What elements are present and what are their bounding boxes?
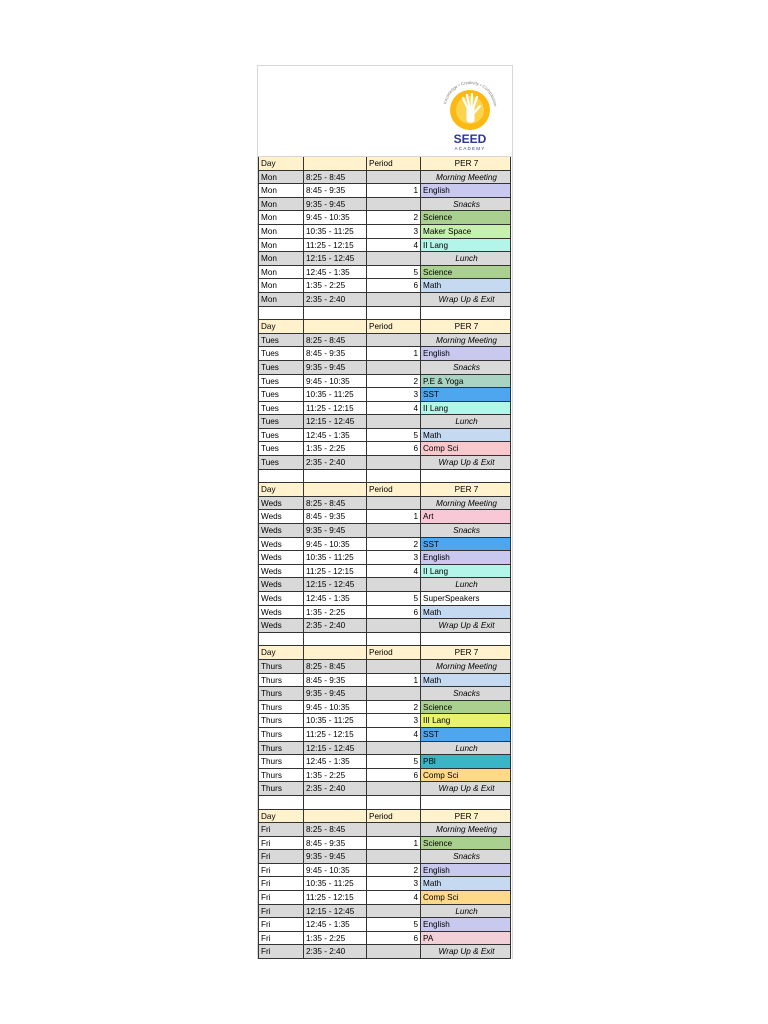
timetable-sheet [257,65,513,959]
table-row [258,524,512,538]
cell-time: 9:35 - 9:45 [304,850,367,864]
cell-subject: Morning Meeting [421,497,511,511]
header-day: Day [258,157,304,171]
table-row [258,660,512,674]
cell-subject: Wrap Up & Exit [421,782,511,796]
logo-subname: ACADEMY [454,146,486,151]
cell-day: Tues [258,388,304,402]
cell-period: 4 [367,891,421,905]
cell-time: 9:45 - 10:35 [304,538,367,552]
cell-subject: SST [421,728,511,742]
section-rows [258,171,512,307]
day-section-mon [258,157,512,307]
cell-subject: Lunch [421,742,511,756]
cell-period: 4 [367,239,421,253]
cell-subject: Math [421,674,511,688]
cell-period: 1 [367,347,421,361]
cell-period [367,782,421,796]
table-row [258,565,512,579]
cell-period: 4 [367,565,421,579]
cell-day: Weds [258,592,304,606]
header-row [258,810,512,824]
cell-day: Fri [258,891,304,905]
cell-period [367,334,421,348]
table-row [258,171,512,185]
cell-period [367,742,421,756]
cell-time: 10:35 - 11:25 [304,225,367,239]
cell-time: 12:45 - 1:35 [304,755,367,769]
table-row [258,782,512,796]
logo-arc-text: Knowledge • Creativity • Compassion [442,79,498,107]
cell-subject: Science [421,701,511,715]
cell-subject: II Lang [421,239,511,253]
cell-time: 11:25 - 12:15 [304,565,367,579]
cell-time: 2:35 - 2:40 [304,945,367,959]
table-row [258,538,512,552]
table-row [258,415,512,429]
table-row [258,755,512,769]
table-row [258,375,512,389]
table-row [258,578,512,592]
cell-time: 8:45 - 9:35 [304,837,367,851]
cell-subject: SuperSpeakers [421,592,511,606]
table-row [258,606,512,620]
header-day: Day [258,320,304,334]
cell-period [367,252,421,266]
table-row [258,877,512,891]
header-time [304,157,367,171]
cell-subject: PA [421,932,511,946]
cell-day: Weds [258,497,304,511]
cell-time: 8:45 - 9:35 [304,510,367,524]
cell-time: 12:45 - 1:35 [304,592,367,606]
cell-period [367,293,421,307]
cell-time: 8:25 - 8:45 [304,497,367,511]
cell-day: Weds [258,551,304,565]
cell-time: 8:25 - 8:45 [304,823,367,837]
spacer-row [258,633,512,647]
cell-day: Mon [258,293,304,307]
table-row [258,769,512,783]
cell-time: 12:15 - 12:45 [304,578,367,592]
cell-time: 1:35 - 2:25 [304,769,367,783]
cell-time: 11:25 - 12:15 [304,891,367,905]
table-row [258,945,512,959]
table-row [258,864,512,878]
cell-time: 9:35 - 9:45 [304,524,367,538]
spacer-row [258,796,512,810]
cell-day: Thurs [258,728,304,742]
cell-subject: Morning Meeting [421,171,511,185]
section-rows [258,660,512,796]
day-section-fri [258,810,512,960]
cell-day: Tues [258,375,304,389]
table-row [258,279,512,293]
cell-day: Thurs [258,769,304,783]
cell-subject: Snacks [421,198,511,212]
cell-day: Weds [258,606,304,620]
section-rows [258,334,512,470]
cell-day: Fri [258,918,304,932]
cell-subject: P.E & Yoga [421,375,511,389]
table-row [258,837,512,851]
cell-subject: Science [421,266,511,280]
cell-time: 2:35 - 2:40 [304,619,367,633]
table-row [258,429,512,443]
cell-subject: Snacks [421,687,511,701]
day-section-tues [258,320,512,470]
cell-time: 8:45 - 9:35 [304,674,367,688]
cell-period [367,497,421,511]
header-time [304,646,367,660]
cell-subject: Lunch [421,578,511,592]
cell-day: Mon [258,198,304,212]
cell-subject: Lunch [421,415,511,429]
cell-day: Mon [258,184,304,198]
cell-period: 3 [367,388,421,402]
cell-time: 8:45 - 9:35 [304,184,367,198]
cell-subject: English [421,864,511,878]
cell-period [367,456,421,470]
section-rows [258,823,512,959]
table-row [258,823,512,837]
cell-subject: SST [421,388,511,402]
table-row [258,334,512,348]
header-day: Day [258,646,304,660]
cell-subject: Morning Meeting [421,823,511,837]
cell-day: Mon [258,279,304,293]
table-row [258,918,512,932]
cell-day: Weds [258,619,304,633]
cell-period: 1 [367,184,421,198]
table-row [258,266,512,280]
cell-day: Thurs [258,660,304,674]
day-section-thurs [258,646,512,796]
cell-subject: English [421,184,511,198]
cell-period: 1 [367,674,421,688]
cell-time: 11:25 - 12:15 [304,239,367,253]
cell-time: 12:15 - 12:45 [304,742,367,756]
header-subject: PER 7 [421,320,511,334]
cell-subject: Comp Sci [421,442,511,456]
cell-day: Mon [258,211,304,225]
table-row [258,239,512,253]
section-rows [258,497,512,633]
cell-subject: Wrap Up & Exit [421,456,511,470]
cell-day: Thurs [258,701,304,715]
cell-period [367,687,421,701]
cell-subject: Math [421,279,511,293]
header-period: Period [367,483,421,497]
table-row [258,211,512,225]
cell-period [367,524,421,538]
header-row [258,320,512,334]
header-subject: PER 7 [421,157,511,171]
header-time [304,810,367,824]
cell-period [367,198,421,212]
cell-period: 2 [367,864,421,878]
cell-period [367,171,421,185]
cell-subject: III Lang [421,714,511,728]
seed-academy-logo [438,78,502,154]
cell-subject: Comp Sci [421,769,511,783]
cell-time: 12:15 - 12:45 [304,415,367,429]
logo-name: SEED [453,132,487,146]
cell-time: 9:35 - 9:45 [304,198,367,212]
spacer-row [258,470,512,484]
cell-time: 1:35 - 2:25 [304,606,367,620]
cell-period [367,945,421,959]
cell-subject: SST [421,538,511,552]
cell-time: 2:35 - 2:40 [304,456,367,470]
header-row [258,483,512,497]
table-row [258,701,512,715]
cell-period [367,823,421,837]
header-day: Day [258,810,304,824]
cell-period: 5 [367,755,421,769]
cell-period [367,361,421,375]
table-row [258,714,512,728]
cell-time: 1:35 - 2:25 [304,442,367,456]
header-day: Day [258,483,304,497]
cell-day: Tues [258,334,304,348]
table-row [258,891,512,905]
cell-time: 1:35 - 2:25 [304,932,367,946]
table-row [258,742,512,756]
table-row [258,551,512,565]
spacer-row [258,307,512,321]
header-period: Period [367,157,421,171]
logo-area [258,66,512,157]
cell-period: 6 [367,279,421,293]
header-subject: PER 7 [421,646,511,660]
cell-period [367,850,421,864]
cell-time: 10:35 - 11:25 [304,714,367,728]
cell-day: Mon [258,266,304,280]
cell-period: 2 [367,211,421,225]
table-row [258,497,512,511]
cell-day: Weds [258,578,304,592]
cell-day: Tues [258,402,304,416]
cell-day: Weds [258,524,304,538]
cell-subject: English [421,347,511,361]
cell-period [367,905,421,919]
cell-day: Fri [258,877,304,891]
cell-day: Fri [258,837,304,851]
header-period: Period [367,810,421,824]
cell-subject: English [421,551,511,565]
table-row [258,252,512,266]
cell-period: 1 [367,510,421,524]
cell-time: 8:25 - 8:45 [304,171,367,185]
cell-subject: II Lang [421,565,511,579]
table-row [258,184,512,198]
cell-subject: Science [421,837,511,851]
cell-period: 3 [367,714,421,728]
cell-subject: Lunch [421,252,511,266]
cell-day: Tues [258,442,304,456]
table-row [258,932,512,946]
cell-time: 8:25 - 8:45 [304,334,367,348]
cell-period: 1 [367,837,421,851]
day-section-weds [258,483,512,633]
cell-time: 8:45 - 9:35 [304,347,367,361]
header-time [304,483,367,497]
table-row [258,198,512,212]
cell-period [367,578,421,592]
cell-day: Fri [258,945,304,959]
cell-time: 12:45 - 1:35 [304,429,367,443]
cell-subject: English [421,918,511,932]
cell-time: 10:35 - 11:25 [304,551,367,565]
cell-subject: PBl [421,755,511,769]
cell-day: Thurs [258,714,304,728]
cell-day: Fri [258,864,304,878]
header-row [258,157,512,171]
cell-subject: Science [421,211,511,225]
cell-day: Thurs [258,687,304,701]
cell-day: Tues [258,429,304,443]
cell-period: 6 [367,606,421,620]
cell-subject: Art [421,510,511,524]
cell-day: Mon [258,171,304,185]
cell-subject: Snacks [421,361,511,375]
cell-time: 9:45 - 10:35 [304,864,367,878]
table-row [258,850,512,864]
cell-time: 10:35 - 11:25 [304,388,367,402]
cell-time: 9:35 - 9:45 [304,361,367,375]
cell-period: 5 [367,266,421,280]
cell-subject: Comp Sci [421,891,511,905]
cell-time: 12:45 - 1:35 [304,918,367,932]
table-row [258,674,512,688]
cell-subject: Morning Meeting [421,334,511,348]
header-subject: PER 7 [421,483,511,497]
cell-subject: II Lang [421,402,511,416]
cell-subject: Morning Meeting [421,660,511,674]
table-row [258,619,512,633]
cell-subject: Wrap Up & Exit [421,945,511,959]
table-row [258,456,512,470]
cell-day: Fri [258,905,304,919]
cell-period: 3 [367,551,421,565]
table-row [258,728,512,742]
schedule-table [258,157,512,959]
header-period: Period [367,646,421,660]
cell-day: Fri [258,932,304,946]
table-row [258,388,512,402]
cell-day: Tues [258,361,304,375]
cell-day: Weds [258,565,304,579]
cell-day: Tues [258,347,304,361]
cell-subject: Math [421,429,511,443]
cell-period: 6 [367,769,421,783]
cell-time: 9:45 - 10:35 [304,701,367,715]
cell-period: 6 [367,932,421,946]
table-row [258,592,512,606]
header-subject: PER 7 [421,810,511,824]
cell-subject: Snacks [421,850,511,864]
cell-day: Fri [258,823,304,837]
cell-time: 10:35 - 11:25 [304,877,367,891]
cell-day: Mon [258,252,304,266]
table-row [258,442,512,456]
cell-day: Thurs [258,674,304,688]
cell-period: 4 [367,728,421,742]
table-row [258,225,512,239]
cell-period: 5 [367,429,421,443]
cell-time: 9:35 - 9:45 [304,687,367,701]
cell-time: 1:35 - 2:25 [304,279,367,293]
table-row [258,293,512,307]
cell-period: 3 [367,225,421,239]
table-row [258,510,512,524]
cell-time: 2:35 - 2:40 [304,293,367,307]
cell-period [367,415,421,429]
cell-day: Mon [258,239,304,253]
cell-period: 4 [367,402,421,416]
cell-time: 9:45 - 10:35 [304,375,367,389]
cell-period [367,619,421,633]
table-row [258,361,512,375]
table-row [258,687,512,701]
cell-subject: Lunch [421,905,511,919]
cell-day: Tues [258,456,304,470]
cell-period: 2 [367,375,421,389]
cell-day: Thurs [258,782,304,796]
cell-period: 5 [367,592,421,606]
cell-time: 11:25 - 12:15 [304,728,367,742]
cell-time: 12:15 - 12:45 [304,252,367,266]
cell-period: 5 [367,918,421,932]
header-time [304,320,367,334]
cell-time: 11:25 - 12:15 [304,402,367,416]
cell-period [367,660,421,674]
cell-subject: Wrap Up & Exit [421,293,511,307]
cell-subject: Math [421,606,511,620]
cell-subject: Snacks [421,524,511,538]
cell-day: Tues [258,415,304,429]
cell-time: 2:35 - 2:40 [304,782,367,796]
cell-time: 9:45 - 10:35 [304,211,367,225]
cell-subject: Maker Space [421,225,511,239]
cell-time: 12:15 - 12:45 [304,905,367,919]
cell-day: Thurs [258,755,304,769]
cell-time: 12:45 - 1:35 [304,266,367,280]
cell-day: Weds [258,510,304,524]
cell-day: Thurs [258,742,304,756]
cell-day: Mon [258,225,304,239]
table-row [258,347,512,361]
cell-day: Weds [258,538,304,552]
header-row [258,646,512,660]
cell-time: 8:25 - 8:45 [304,660,367,674]
header-period: Period [367,320,421,334]
cell-period: 2 [367,701,421,715]
table-row [258,402,512,416]
cell-period: 3 [367,877,421,891]
cell-subject: Math [421,877,511,891]
cell-period: 2 [367,538,421,552]
cell-day: Fri [258,850,304,864]
table-row [258,905,512,919]
cell-subject: Wrap Up & Exit [421,619,511,633]
cell-period: 6 [367,442,421,456]
